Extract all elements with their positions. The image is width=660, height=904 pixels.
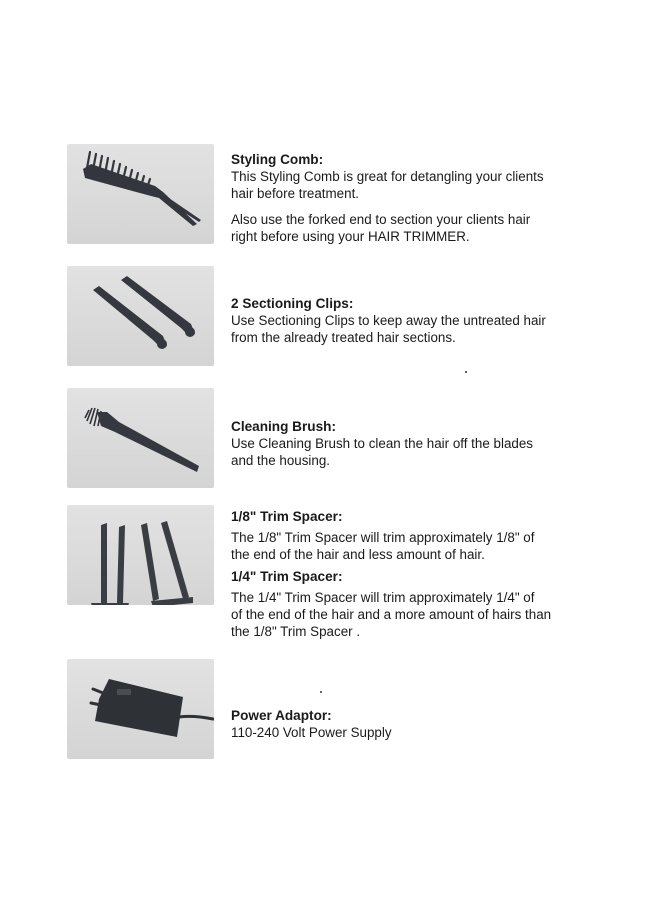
- styling-comb-icon: [67, 144, 214, 244]
- item-line: and the housing.: [231, 453, 331, 468]
- cleaning-brush-thumbnail: [67, 388, 214, 488]
- item-line: the 1/8" Trim Spacer .: [231, 624, 361, 639]
- item-line: hair before treatment.: [231, 186, 360, 201]
- sectioning-clips-description: [231, 295, 591, 346]
- sectioning-clips-icon: [67, 266, 214, 366]
- item-line: right before using your HAIR TRIMMER.: [231, 229, 470, 244]
- item-title: Styling Comb:: [231, 152, 324, 167]
- speck-dot: [320, 691, 322, 693]
- speck-dot: [465, 371, 467, 373]
- item-line: from the already treated hair sections.: [231, 330, 456, 345]
- item-line: Use Cleaning Brush to clean the hair off the blades: [231, 436, 533, 451]
- power-adaptor-icon: [67, 659, 214, 759]
- power-adaptor-thumbnail: [67, 659, 214, 759]
- item-line: The 1/4" Trim Spacer will trim approximately 1/4" of: [231, 590, 535, 605]
- item-line: The 1/8" Trim Spacer will trim approximately 1/8" of: [231, 530, 535, 545]
- item-line: of the end of the hair and a more amount of hairs than: [231, 607, 552, 622]
- trim-spacers-thumbnail: [67, 505, 214, 605]
- item-line: Also use the forked end to section your clients hair: [231, 212, 531, 227]
- item-title: 1/8" Trim Spacer:: [231, 509, 343, 524]
- item-line: the end of the hair and less amount of hair.: [231, 547, 485, 562]
- item-title-secondary: 1/4" Trim Spacer:: [231, 569, 343, 584]
- styling-comb-description: [231, 151, 591, 245]
- styling-comb-thumbnail: [67, 144, 214, 244]
- item-title: Power Adaptor:: [231, 708, 332, 723]
- item-line: Use Sectioning Clips to keep away the untreated hair: [231, 313, 546, 328]
- sectioning-clips-thumbnail: [67, 266, 214, 366]
- trim-spacers-icon: [67, 505, 214, 605]
- cleaning-brush-icon: [67, 388, 214, 488]
- item-title: 2 Sectioning Clips:: [231, 296, 354, 311]
- item-title: Cleaning Brush:: [231, 419, 336, 434]
- trim-spacers-description: [231, 508, 591, 640]
- power-adaptor-description: [231, 707, 591, 741]
- item-line: This Styling Comb is great for detangling your clients: [231, 169, 544, 184]
- item-line: 110-240 Volt Power Supply: [231, 725, 392, 740]
- cleaning-brush-description: [231, 418, 591, 469]
